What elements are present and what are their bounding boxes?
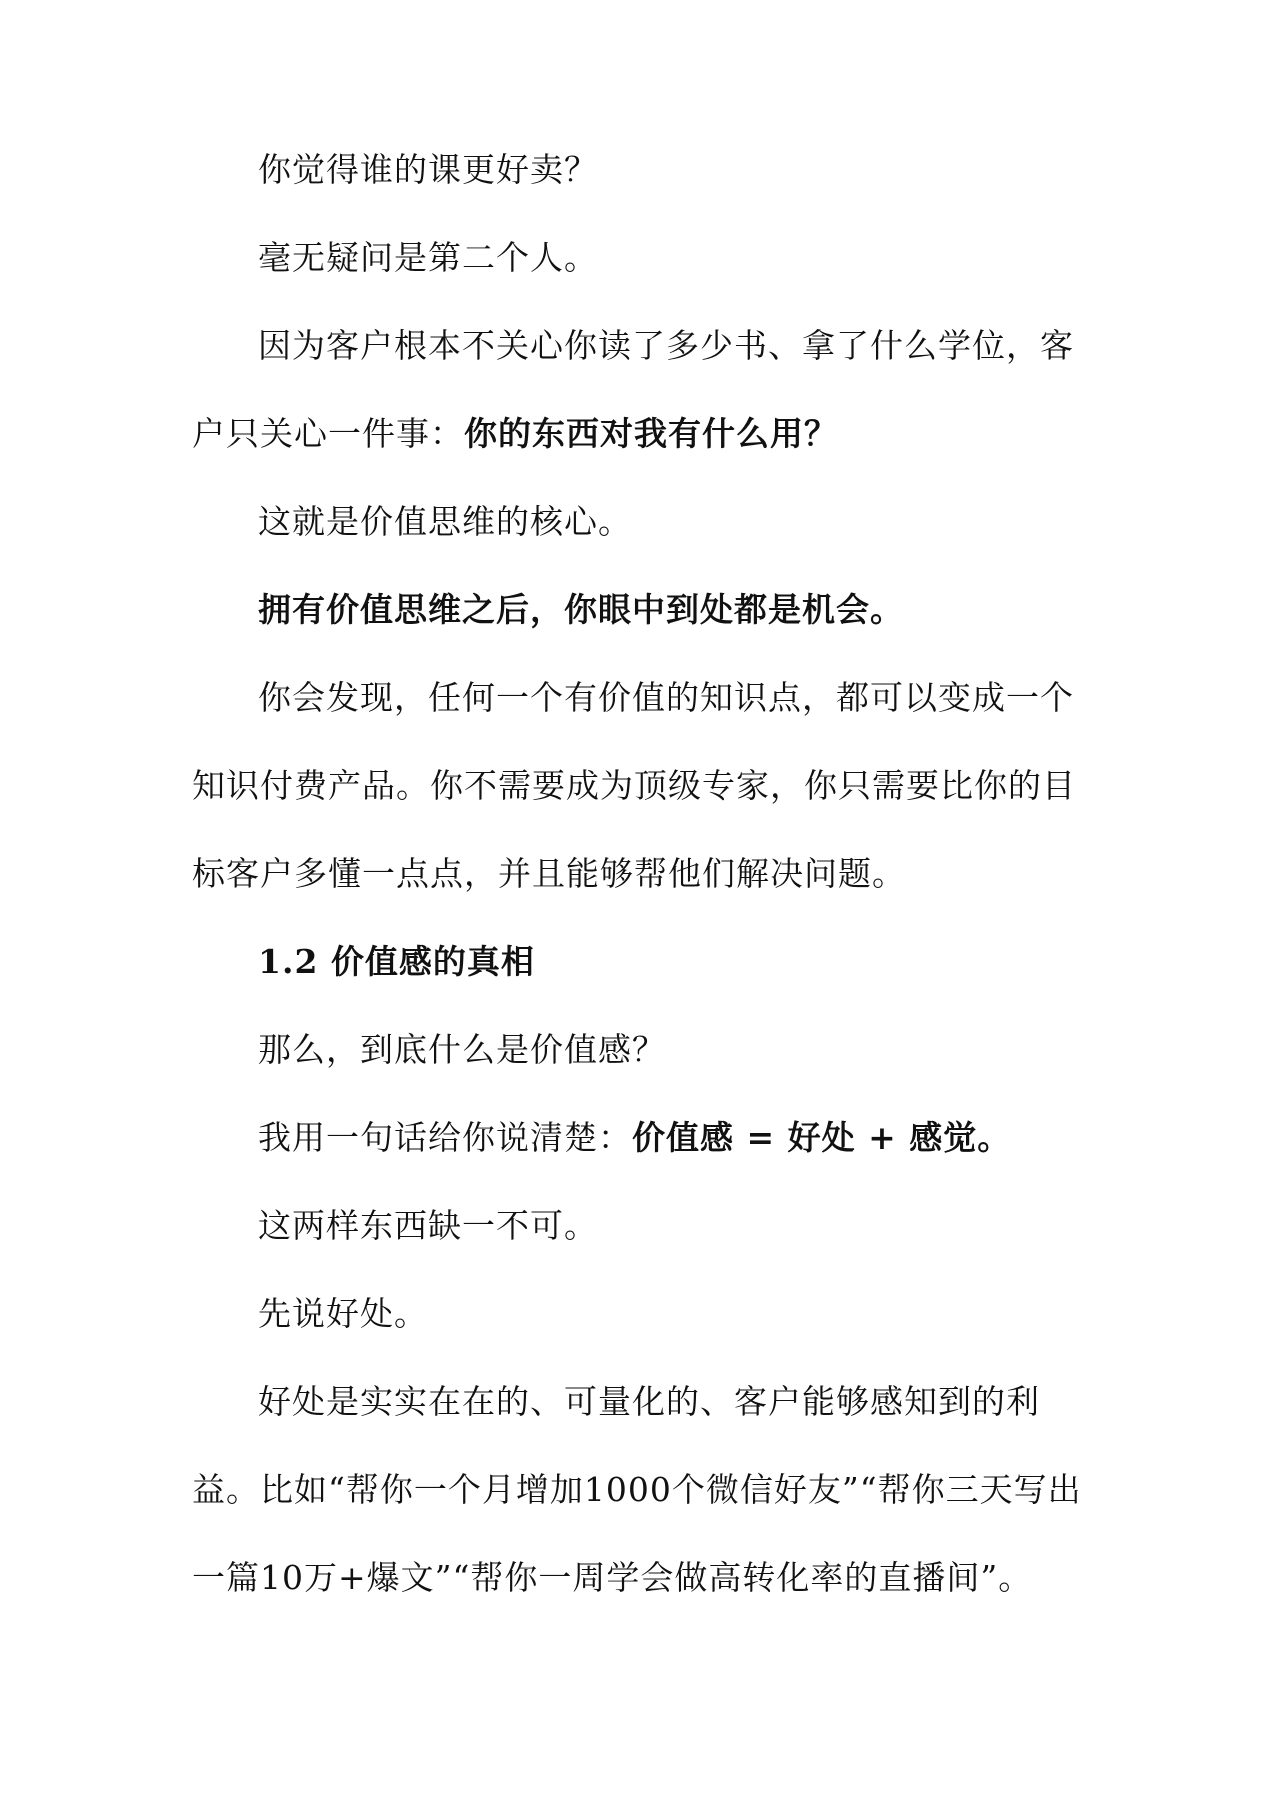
paragraph	[192, 1094, 1088, 1182]
paragraph	[192, 566, 1088, 654]
paragraph-text: 你觉得谁的课更好卖？	[258, 150, 598, 189]
paragraph-text: 毫无疑问是第二个人。	[258, 238, 598, 277]
paragraph	[192, 126, 1088, 214]
paragraph-text: 这两样东西缺一不可。	[258, 1206, 598, 1245]
paragraph	[192, 1358, 1088, 1622]
paragraph-text: 那么，到底什么是价值感？	[258, 1030, 666, 1069]
paragraph	[192, 1182, 1088, 1270]
section-heading-text: 1.2 价值感的真相	[258, 942, 535, 981]
paragraph-text: 先说好处。	[258, 1294, 428, 1333]
paragraph	[192, 478, 1088, 566]
paragraph	[192, 654, 1088, 918]
paragraph-text: 你会发现，任何一个有价值的知识点，都可以变成一个知识付费产品。你不需要成为顶级专家，你只需要比你的目标客户多懂一点点，并且能够帮他们解决问题。	[192, 678, 1076, 893]
paragraph-text: 好处是实实在在的、可量化的、客户能够感知到的利益。比如“帮你一个月增加1000个微信好友”“帮你三天写出一篇10万+爆文”“帮你一周学会做高转化率的直播间”。	[192, 1382, 1082, 1597]
paragraph-bold-text: 你的东西对我有什么用？	[464, 414, 838, 453]
paragraph	[192, 1270, 1088, 1358]
paragraph-bold-text: 拥有价值思维之后，你眼中到处都是机会。	[258, 590, 904, 629]
paragraph	[192, 302, 1088, 478]
section-heading	[192, 918, 1088, 1006]
paragraph-text: 这就是价值思维的核心。	[258, 502, 632, 541]
paragraph	[192, 1006, 1088, 1094]
paragraph-text: 我用一句话给你说清楚：	[258, 1118, 632, 1157]
paragraph	[192, 214, 1088, 302]
paragraph-text: 因为客户根本不关心你读了多少书、拿了什么学位，客户只关心一件事：	[192, 326, 1074, 453]
paragraph-bold-text: 价值感 = 好处 + 感觉。	[632, 1118, 1012, 1157]
